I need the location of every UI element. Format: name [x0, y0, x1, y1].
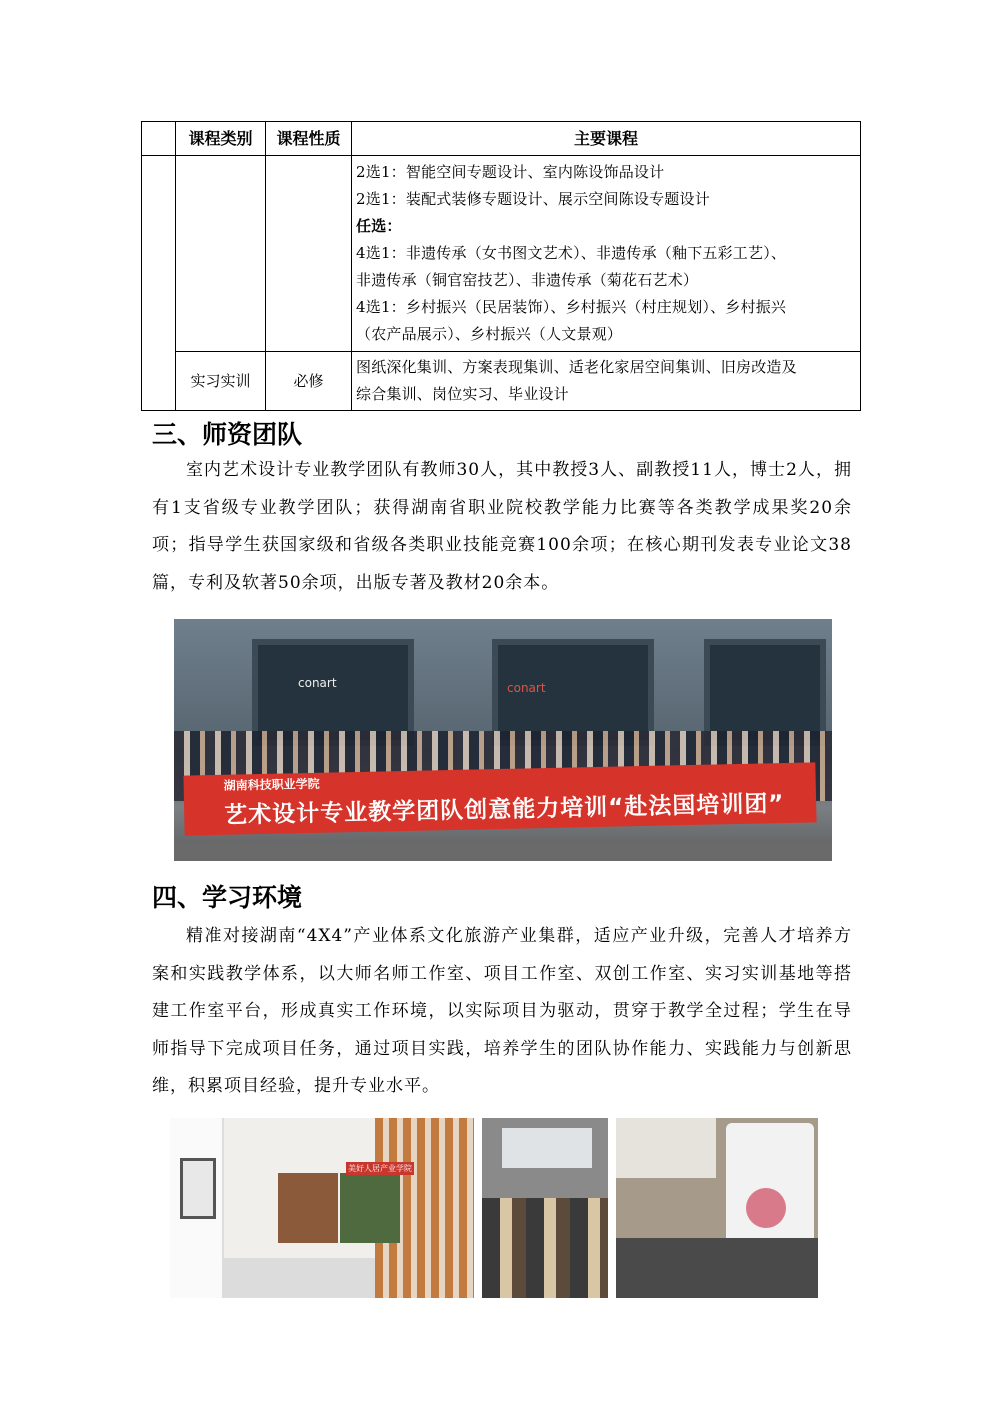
classroom-photo [482, 1118, 608, 1298]
shop-sign: conart [298, 676, 337, 690]
row-label-cell [142, 156, 176, 411]
wall-screen [180, 1158, 216, 1219]
students [482, 1198, 608, 1298]
category-cell: 实习实训 [176, 352, 266, 411]
classroom-screens [502, 1128, 592, 1168]
course-line: 2选1：智能空间专题设计、室内陈设饰品设计 [356, 163, 665, 181]
faculty-paragraph: 室内艺术设计专业教学团队有教师30人，其中教授3人、副教授11人，博士2人，拥有1支省级专业教学团队；获得湖南省职业院校教学能力比赛等各类教学成果奖20余项；指导学生获国家级和省级各类职业技能竞赛100余项；在核心期刊发表专业论文38篇，专利及软著50余项，出版专著及教材20余本。 [152, 460, 852, 593]
course-line: 综合集训、岗位实习、毕业设计 [356, 385, 569, 403]
main-courses-cell [352, 352, 861, 411]
nature-cell [266, 156, 352, 352]
main-courses-cell [352, 156, 861, 352]
doorway [340, 1173, 400, 1243]
environment-paragraph: 精准对接湖南“4X4”产业体系文化旅游产业集群，适应产业升级，完善人才培养方案和实践教学体系，以大师名师工作室、项目工作室、双创工作室、实习实训基地等搭建工作室平台，形成真实工作环境，以实际项目为驱动，贯穿于教学全过程；学生在导师指导下完成项目任务，通过项目实践，培养学生的团队协作能力、实践能力与创新思维，积累项目经验，提升专业水平。 [152, 926, 852, 1096]
course-table-header-row [142, 122, 861, 156]
red-banner [183, 762, 816, 835]
course-line: 2选1：装配式装修专题设计、展示空间陈设专题设计 [356, 190, 710, 208]
exhibition-photo [616, 1118, 818, 1298]
table-row [142, 156, 861, 352]
shop-sign: conart [507, 681, 546, 695]
header-nature: 课程性质 [266, 122, 352, 156]
section-title-environment: 四、学习环境 [152, 883, 303, 912]
header-main-courses: 主要课程 [352, 122, 861, 156]
flower-graphic [746, 1188, 786, 1228]
window-pane [704, 639, 826, 746]
banner-school-name: 湖南科技职业学院 [223, 776, 320, 793]
course-table [141, 121, 861, 411]
course-line: 4选1：乡村振兴（民居装饰）、乡村振兴（村庄规划）、乡村振兴 [356, 298, 787, 316]
table-row [142, 352, 861, 411]
street [174, 843, 832, 861]
nature-cell: 必修 [266, 352, 352, 411]
floor [222, 1258, 375, 1298]
banner-slogan: 艺术设计专业教学团队创意能力培训“赴法国培训团” [224, 791, 785, 829]
header-blank [142, 122, 176, 156]
tables-with-laptops [616, 1238, 818, 1298]
course-line: 4选1：非遗传承（女书图文艺术）、非遗传承（釉下五彩工艺）、 [356, 244, 787, 262]
course-line: 任选： [356, 217, 402, 235]
display-shelf [278, 1173, 338, 1243]
category-cell [176, 156, 266, 352]
header-category: 课程类别 [176, 122, 266, 156]
studio-sign: 美好人居产业学院 [348, 1164, 412, 1173]
ceiling [616, 1118, 716, 1178]
course-line: （农产品展示）、乡村振兴（人文景观） [356, 325, 623, 343]
window-pane [252, 639, 414, 746]
team-photo [174, 619, 832, 861]
section-title-faculty: 三、师资团队 [152, 420, 303, 449]
course-line: 图纸深化集训、方案表现集训、适老化家居空间集训、旧房改造及 [356, 358, 797, 376]
studio-interior-photo [170, 1118, 474, 1298]
course-line: 非遗传承（铜官窑技艺）、非遗传承（菊花石艺术） [356, 271, 699, 289]
